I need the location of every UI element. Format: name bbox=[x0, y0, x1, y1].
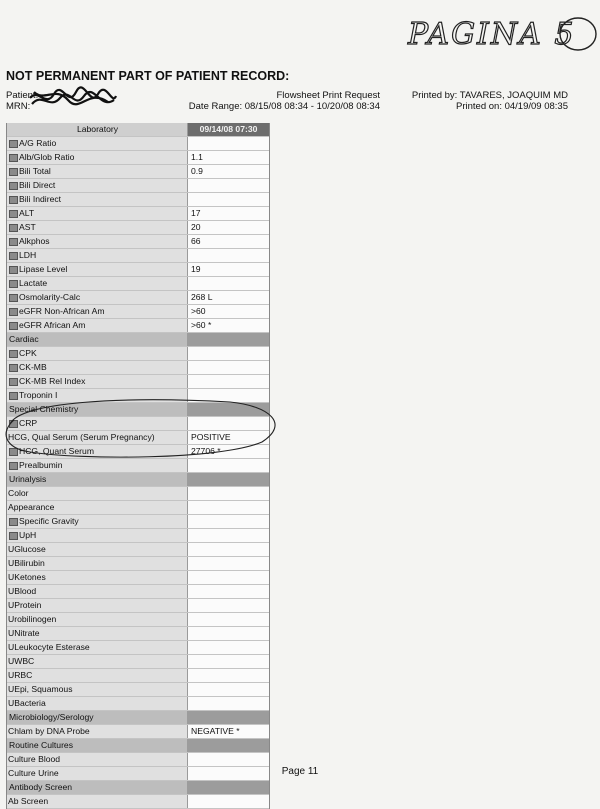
row-label bbox=[7, 263, 187, 276]
row-value bbox=[187, 487, 269, 500]
checkbox-icon bbox=[9, 280, 18, 288]
table-row bbox=[7, 375, 269, 389]
row-value: 19 bbox=[187, 263, 269, 276]
row-value bbox=[187, 711, 269, 724]
redaction-scribble bbox=[28, 86, 118, 112]
row-label bbox=[7, 473, 187, 486]
checkbox-icon bbox=[9, 252, 18, 260]
row-value bbox=[187, 613, 269, 626]
table-row bbox=[7, 249, 269, 263]
table-row bbox=[7, 697, 269, 711]
row-label bbox=[7, 207, 187, 220]
table-row bbox=[7, 725, 269, 739]
row-value bbox=[187, 473, 269, 486]
row-label bbox=[7, 291, 187, 304]
checkbox-icon bbox=[9, 322, 18, 330]
checkbox-icon bbox=[9, 210, 18, 218]
table-header-row bbox=[7, 123, 269, 137]
row-value: 268 L bbox=[187, 291, 269, 304]
checkbox-icon bbox=[9, 364, 18, 372]
table-row bbox=[7, 277, 269, 291]
row-label bbox=[7, 501, 187, 514]
row-label-text: UWBC bbox=[8, 656, 35, 666]
row-label-text: Color bbox=[8, 488, 29, 498]
row-label bbox=[7, 249, 187, 262]
table-row bbox=[7, 529, 269, 543]
row-label-text: LDH bbox=[19, 250, 37, 260]
table-row bbox=[7, 641, 269, 655]
row-label bbox=[7, 627, 187, 640]
row-label bbox=[7, 529, 187, 542]
table-row bbox=[7, 655, 269, 669]
row-value bbox=[187, 501, 269, 514]
row-label-text: Routine Cultures bbox=[9, 740, 74, 750]
row-value: 0.9 bbox=[187, 165, 269, 178]
row-value bbox=[187, 641, 269, 654]
row-value: NEGATIVE * bbox=[187, 725, 269, 738]
checkbox-icon bbox=[9, 378, 18, 386]
row-label-text: Troponin I bbox=[19, 390, 58, 400]
row-value bbox=[187, 375, 269, 388]
row-label-text: Lactate bbox=[19, 278, 48, 288]
row-label-text: Urobilinogen bbox=[8, 614, 57, 624]
handwritten-page-note bbox=[404, 4, 600, 60]
checkbox-icon bbox=[9, 238, 18, 246]
table-row bbox=[7, 207, 269, 221]
row-value bbox=[187, 333, 269, 346]
row-label bbox=[7, 151, 187, 164]
row-value: 17 bbox=[187, 207, 269, 220]
table-row bbox=[7, 487, 269, 501]
hand-drawn-circle-annotation bbox=[0, 394, 290, 464]
checkbox-icon bbox=[9, 350, 18, 358]
row-label-text: Bili Direct bbox=[19, 180, 56, 190]
row-label bbox=[7, 753, 187, 766]
row-label-text: Osmolarity-Calc bbox=[19, 292, 81, 302]
row-label-text: URBC bbox=[8, 670, 33, 680]
printed-on: Printed on: 04/19/09 08:35 bbox=[456, 101, 568, 112]
section-header-row bbox=[7, 781, 269, 795]
handwritten-note-text: PAGINA 5 bbox=[408, 17, 576, 52]
row-label bbox=[7, 697, 187, 710]
table-row bbox=[7, 179, 269, 193]
page-number: Page 11 bbox=[281, 766, 319, 777]
row-value bbox=[187, 627, 269, 640]
row-label bbox=[7, 683, 187, 696]
table-row bbox=[7, 347, 269, 361]
request-info bbox=[180, 90, 380, 112]
checkbox-icon bbox=[9, 518, 18, 526]
row-label-text: UProtein bbox=[8, 600, 42, 610]
row-label-text: UBlood bbox=[8, 586, 37, 596]
row-label bbox=[7, 235, 187, 248]
row-label bbox=[7, 725, 187, 738]
row-label-text: HCG, Qual Serum (Serum Pregnancy) bbox=[8, 432, 155, 442]
checkbox-icon bbox=[9, 308, 18, 316]
row-value: >60 * bbox=[187, 319, 269, 332]
row-label-text: eGFR Non-African Am bbox=[19, 306, 105, 316]
row-value bbox=[187, 193, 269, 206]
row-label-text: UNitrate bbox=[8, 628, 40, 638]
table-row bbox=[7, 291, 269, 305]
row-label bbox=[7, 361, 187, 374]
row-label-text: Alkphos bbox=[19, 236, 50, 246]
table-row bbox=[7, 613, 269, 627]
row-value bbox=[187, 347, 269, 360]
row-label-text: ULeukocyte Esterase bbox=[8, 642, 90, 652]
checkbox-icon bbox=[9, 140, 18, 148]
row-label bbox=[7, 319, 187, 332]
column-header-laboratory: Laboratory bbox=[7, 123, 187, 136]
row-label-text: UBilirubin bbox=[8, 558, 45, 568]
table-row bbox=[7, 515, 269, 529]
row-label bbox=[7, 137, 187, 150]
row-label-text: CK-MB bbox=[19, 362, 47, 372]
row-value bbox=[187, 179, 269, 192]
row-label-text: Special Chemistry bbox=[9, 404, 79, 414]
column-header-timestamp: 09/14/08 07:30 bbox=[187, 123, 269, 136]
table-row bbox=[7, 193, 269, 207]
row-value bbox=[187, 753, 269, 766]
row-value bbox=[187, 697, 269, 710]
table-row bbox=[7, 319, 269, 333]
row-label-text: UBacteria bbox=[8, 698, 46, 708]
row-label-text: Appearance bbox=[8, 502, 55, 512]
row-label bbox=[7, 487, 187, 500]
row-label bbox=[7, 613, 187, 626]
checkbox-icon bbox=[9, 294, 18, 302]
row-label bbox=[7, 557, 187, 570]
date-range: Date Range: 08/15/08 08:34 - 10/20/08 08:34 bbox=[188, 101, 380, 112]
row-label-text: Chlam by DNA Probe bbox=[8, 726, 90, 736]
checkbox-icon bbox=[9, 196, 18, 204]
table-row bbox=[7, 571, 269, 585]
request-title: Flowsheet Print Request bbox=[276, 90, 380, 101]
row-label bbox=[7, 641, 187, 654]
row-value bbox=[187, 655, 269, 668]
row-label bbox=[7, 739, 187, 752]
table-row bbox=[7, 263, 269, 277]
table-row bbox=[7, 599, 269, 613]
row-label-text: UGlucose bbox=[8, 544, 46, 554]
checkbox-icon bbox=[9, 182, 18, 190]
table-row bbox=[7, 361, 269, 375]
row-label bbox=[7, 669, 187, 682]
lab-flowsheet-table bbox=[6, 123, 270, 809]
row-label-text: Microbiology/Serology bbox=[9, 712, 94, 722]
checkbox-icon bbox=[9, 224, 18, 232]
row-label bbox=[7, 571, 187, 584]
printed-by: Printed by: TAVARES, JOAQUIM MD bbox=[411, 90, 568, 101]
row-label bbox=[7, 515, 187, 528]
row-value bbox=[187, 277, 269, 290]
table-row bbox=[7, 137, 269, 151]
row-value bbox=[187, 585, 269, 598]
row-value bbox=[187, 529, 269, 542]
row-value bbox=[187, 361, 269, 374]
row-label bbox=[7, 277, 187, 290]
row-label-text: Alb/Glob Ratio bbox=[19, 152, 75, 162]
table-row bbox=[7, 683, 269, 697]
table-row bbox=[7, 795, 269, 809]
print-info bbox=[400, 90, 568, 112]
row-value: 66 bbox=[187, 235, 269, 248]
row-label-text: HCG, Quant Serum bbox=[19, 446, 94, 456]
table-row bbox=[7, 585, 269, 599]
row-label bbox=[7, 585, 187, 598]
row-label-text: Culture Urine bbox=[8, 768, 59, 778]
record-disclaimer-heading: NOT PERMANENT PART OF PATIENT RECORD: bbox=[6, 69, 290, 83]
section-header-row bbox=[7, 333, 269, 347]
checkbox-icon bbox=[9, 154, 18, 162]
row-label-text: Ab Screen bbox=[8, 796, 49, 806]
row-label bbox=[7, 711, 187, 724]
row-label bbox=[7, 599, 187, 612]
row-label bbox=[7, 375, 187, 388]
table-row bbox=[7, 165, 269, 179]
table-row bbox=[7, 235, 269, 249]
row-label-text: ALT bbox=[19, 208, 35, 218]
row-label-text: Prealbumin bbox=[19, 460, 63, 470]
mrn-label: MRN: bbox=[6, 101, 31, 112]
row-label bbox=[7, 655, 187, 668]
row-value bbox=[187, 515, 269, 528]
row-label bbox=[7, 193, 187, 206]
table-row bbox=[7, 669, 269, 683]
row-label-text: Culture Blood bbox=[8, 754, 61, 764]
table-row bbox=[7, 543, 269, 557]
table-row bbox=[7, 151, 269, 165]
row-label-text: Antibody Screen bbox=[9, 782, 73, 792]
row-value bbox=[187, 739, 269, 752]
row-value: 20 bbox=[187, 221, 269, 234]
table-row bbox=[7, 753, 269, 767]
row-value bbox=[187, 683, 269, 696]
row-label-text: Urinalysis bbox=[9, 474, 47, 484]
patient-label: Patient: bbox=[6, 90, 39, 101]
table-row bbox=[7, 305, 269, 319]
row-value bbox=[187, 599, 269, 612]
row-label bbox=[7, 543, 187, 556]
row-label bbox=[7, 795, 187, 808]
row-label-text: A/G Ratio bbox=[19, 138, 57, 148]
table-row bbox=[7, 501, 269, 515]
row-label-text: Bili Indirect bbox=[19, 194, 62, 204]
row-value bbox=[187, 669, 269, 682]
row-value: POSITIVE bbox=[187, 431, 269, 444]
row-value bbox=[187, 795, 269, 808]
section-header-row bbox=[7, 473, 269, 487]
row-label-text: Specific Gravity bbox=[19, 516, 79, 526]
table-row bbox=[7, 557, 269, 571]
row-label-text: UpH bbox=[19, 530, 37, 540]
row-value: 1.1 bbox=[187, 151, 269, 164]
row-label bbox=[7, 347, 187, 360]
row-value bbox=[187, 137, 269, 150]
row-value bbox=[187, 543, 269, 556]
row-label bbox=[7, 221, 187, 234]
row-label bbox=[7, 165, 187, 178]
row-value: 27706 * bbox=[187, 445, 269, 458]
row-label-text: Cardiac bbox=[9, 334, 39, 344]
row-value: >60 bbox=[187, 305, 269, 318]
section-header-row bbox=[7, 711, 269, 725]
table-row bbox=[7, 627, 269, 641]
row-label-text: CRP bbox=[19, 418, 38, 428]
row-label-text: Bili Total bbox=[19, 166, 51, 176]
row-label-text: CPK bbox=[19, 348, 37, 358]
row-label bbox=[7, 333, 187, 346]
row-label-text: Lipase Level bbox=[19, 264, 68, 274]
row-label-text: eGFR African Am bbox=[19, 320, 86, 330]
row-label bbox=[7, 305, 187, 318]
row-label-text: UEpi, Squamous bbox=[8, 684, 73, 694]
row-value bbox=[187, 557, 269, 570]
row-label-text: CK-MB Rel Index bbox=[19, 376, 86, 386]
section-header-row bbox=[7, 739, 269, 753]
row-label bbox=[7, 179, 187, 192]
checkbox-icon bbox=[9, 168, 18, 176]
row-value bbox=[187, 249, 269, 262]
row-value bbox=[187, 571, 269, 584]
checkbox-icon bbox=[9, 266, 18, 274]
row-label-text: AST bbox=[19, 222, 36, 232]
checkbox-icon bbox=[9, 532, 18, 540]
table-row bbox=[7, 221, 269, 235]
row-label-text: UKetones bbox=[8, 572, 46, 582]
